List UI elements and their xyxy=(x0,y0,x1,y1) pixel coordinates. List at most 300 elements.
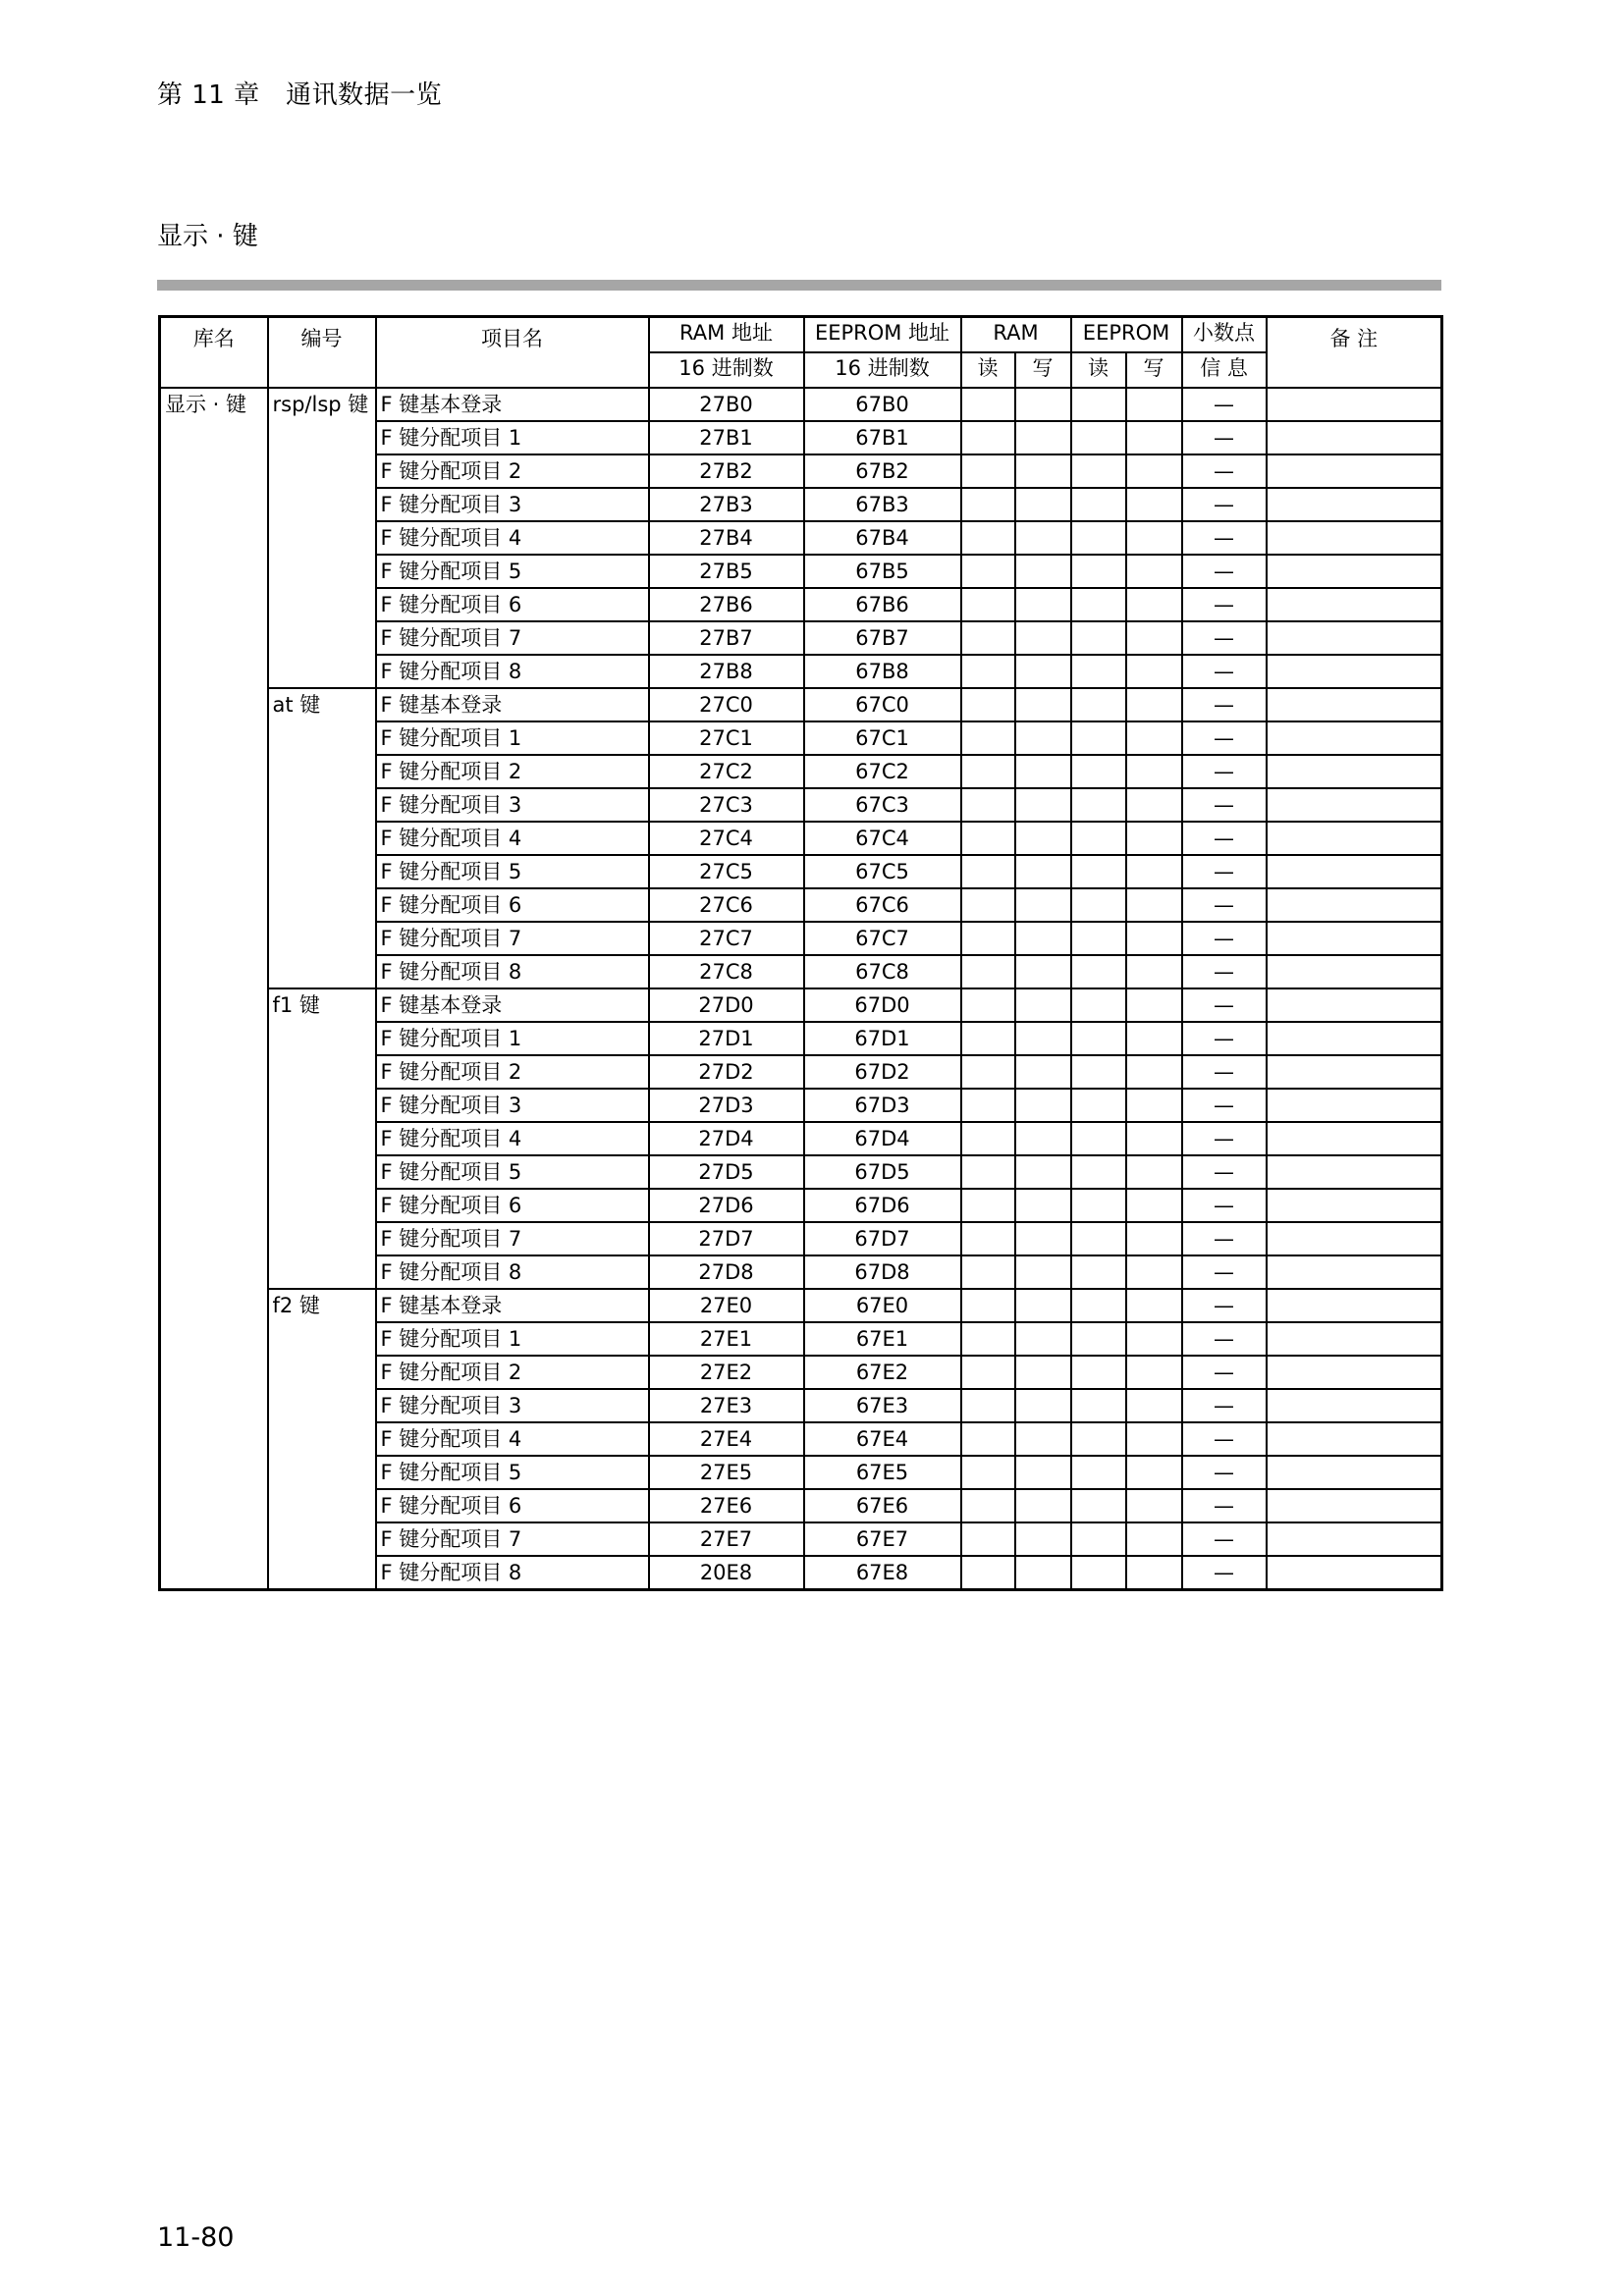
eeprom-address-cell: 67D0 xyxy=(804,988,961,1022)
decimal-info-cell: — xyxy=(1182,1189,1267,1222)
decimal-info-cell: — xyxy=(1182,955,1267,988)
ram-write-cell xyxy=(1015,1422,1071,1456)
table-row xyxy=(160,988,1442,1022)
col-header-eeprom-write: 写 xyxy=(1126,352,1182,388)
ram-read-cell xyxy=(961,454,1015,488)
decimal-info-cell: — xyxy=(1182,1456,1267,1489)
decimal-info-cell: — xyxy=(1182,421,1267,454)
eeprom-read-cell xyxy=(1071,888,1126,922)
decimal-info-cell: — xyxy=(1182,1122,1267,1155)
remarks-cell xyxy=(1267,1055,1442,1089)
ram-read-cell xyxy=(961,1422,1015,1456)
ram-write-cell xyxy=(1015,1289,1071,1322)
ram-read-cell xyxy=(961,922,1015,955)
item-name-cell: F 键分配项目 1 xyxy=(376,1022,649,1055)
ram-address-cell: 27C5 xyxy=(649,855,804,888)
ram-address-cell: 27B8 xyxy=(649,655,804,688)
ram-read-cell xyxy=(961,1155,1015,1189)
ram-read-cell xyxy=(961,421,1015,454)
col-header-ram-hex: 16 进制数 xyxy=(649,352,804,388)
remarks-cell xyxy=(1267,1255,1442,1289)
ram-write-cell xyxy=(1015,621,1071,655)
ram-address-cell: 27E2 xyxy=(649,1356,804,1389)
ram-write-cell xyxy=(1015,855,1071,888)
remarks-cell xyxy=(1267,1322,1442,1356)
ram-write-cell xyxy=(1015,822,1071,855)
remarks-cell xyxy=(1267,1356,1442,1389)
eeprom-address-cell: 67C7 xyxy=(804,922,961,955)
eeprom-read-cell xyxy=(1071,388,1126,421)
item-name-cell: F 键分配项目 4 xyxy=(376,822,649,855)
eeprom-read-cell xyxy=(1071,1556,1126,1590)
item-name-cell: F 键分配项目 4 xyxy=(376,521,649,555)
chapter-title: 第 11 章 通讯数据一览 xyxy=(157,80,443,110)
col-header-number: 编号 xyxy=(268,317,376,389)
ram-read-cell xyxy=(961,555,1015,588)
ram-address-cell: 27D2 xyxy=(649,1055,804,1089)
ram-write-cell xyxy=(1015,555,1071,588)
item-name-cell: F 键分配项目 1 xyxy=(376,421,649,454)
decimal-info-cell: — xyxy=(1182,922,1267,955)
eeprom-read-cell xyxy=(1071,688,1126,721)
eeprom-address-cell: 67B1 xyxy=(804,421,961,454)
ram-address-cell: 27D0 xyxy=(649,988,804,1022)
eeprom-address-cell: 67B0 xyxy=(804,388,961,421)
col-header-ram-access: RAM xyxy=(961,317,1071,353)
ram-address-cell: 27E5 xyxy=(649,1456,804,1489)
remarks-cell xyxy=(1267,955,1442,988)
remarks-cell xyxy=(1267,1489,1442,1522)
decimal-info-cell: — xyxy=(1182,721,1267,755)
ram-read-cell xyxy=(961,1222,1015,1255)
ram-write-cell xyxy=(1015,1022,1071,1055)
ram-read-cell xyxy=(961,721,1015,755)
eeprom-address-cell: 67D8 xyxy=(804,1255,961,1289)
eeprom-address-cell: 67E0 xyxy=(804,1289,961,1322)
eeprom-read-cell xyxy=(1071,721,1126,755)
ram-read-cell xyxy=(961,1322,1015,1356)
eeprom-write-cell xyxy=(1126,454,1182,488)
ram-write-cell xyxy=(1015,721,1071,755)
eeprom-address-cell: 67B7 xyxy=(804,621,961,655)
eeprom-write-cell xyxy=(1126,1522,1182,1556)
ram-address-cell: 27C6 xyxy=(649,888,804,922)
ram-address-cell: 27C0 xyxy=(649,688,804,721)
decimal-info-cell: — xyxy=(1182,1155,1267,1189)
decimal-info-cell: — xyxy=(1182,1289,1267,1322)
remarks-cell xyxy=(1267,888,1442,922)
decimal-info-cell: — xyxy=(1182,621,1267,655)
ram-write-cell xyxy=(1015,1389,1071,1422)
item-name-cell: F 键分配项目 6 xyxy=(376,1189,649,1222)
item-name-cell: F 键分配项目 5 xyxy=(376,855,649,888)
eeprom-write-cell xyxy=(1126,1322,1182,1356)
eeprom-write-cell xyxy=(1126,822,1182,855)
eeprom-write-cell xyxy=(1126,555,1182,588)
ram-read-cell xyxy=(961,521,1015,555)
remarks-cell xyxy=(1267,454,1442,488)
comm-data-table xyxy=(158,315,1443,1591)
ram-write-cell xyxy=(1015,1055,1071,1089)
col-header-eeprom-access: EEPROM xyxy=(1071,317,1182,353)
eeprom-write-cell xyxy=(1126,1422,1182,1456)
ram-read-cell xyxy=(961,1022,1015,1055)
col-header-decimal-info: 信 息 xyxy=(1182,352,1267,388)
decimal-info-cell: — xyxy=(1182,855,1267,888)
table-row xyxy=(160,688,1442,721)
ram-address-cell: 27D7 xyxy=(649,1222,804,1255)
eeprom-read-cell xyxy=(1071,421,1126,454)
eeprom-write-cell xyxy=(1126,788,1182,822)
ram-read-cell xyxy=(961,855,1015,888)
eeprom-read-cell xyxy=(1071,988,1126,1022)
item-name-cell: F 键分配项目 3 xyxy=(376,1389,649,1422)
eeprom-address-cell: 67B3 xyxy=(804,488,961,521)
col-header-remarks: 备 注 xyxy=(1267,317,1442,389)
ram-write-cell xyxy=(1015,1222,1071,1255)
eeprom-read-cell xyxy=(1071,1122,1126,1155)
eeprom-address-cell: 67C0 xyxy=(804,688,961,721)
ram-address-cell: 27D3 xyxy=(649,1089,804,1122)
item-name-cell: F 键基本登录 xyxy=(376,688,649,721)
decimal-info-cell: — xyxy=(1182,888,1267,922)
table-row xyxy=(160,388,1442,421)
col-header-ram-address: RAM 地址 xyxy=(649,317,804,353)
item-name-cell: F 键基本登录 xyxy=(376,1289,649,1322)
page-number: 11-80 xyxy=(157,2222,235,2253)
remarks-cell xyxy=(1267,988,1442,1022)
item-name-cell: F 键分配项目 2 xyxy=(376,755,649,788)
item-name-cell: F 键分配项目 2 xyxy=(376,454,649,488)
ram-write-cell xyxy=(1015,922,1071,955)
remarks-cell xyxy=(1267,521,1442,555)
ram-write-cell xyxy=(1015,1189,1071,1222)
eeprom-address-cell: 67D7 xyxy=(804,1222,961,1255)
eeprom-read-cell xyxy=(1071,788,1126,822)
remarks-cell xyxy=(1267,421,1442,454)
remarks-cell xyxy=(1267,621,1442,655)
ram-address-cell: 27B6 xyxy=(649,588,804,621)
item-name-cell: F 键基本登录 xyxy=(376,988,649,1022)
eeprom-address-cell: 67D4 xyxy=(804,1122,961,1155)
decimal-info-cell: — xyxy=(1182,454,1267,488)
item-name-cell: F 键分配项目 8 xyxy=(376,1255,649,1289)
col-header-eeprom-hex: 16 进制数 xyxy=(804,352,961,388)
ram-write-cell xyxy=(1015,688,1071,721)
eeprom-read-cell xyxy=(1071,1389,1126,1422)
item-name-cell: F 键分配项目 7 xyxy=(376,1522,649,1556)
item-name-cell: F 键分配项目 6 xyxy=(376,588,649,621)
item-name-cell: F 键分配项目 6 xyxy=(376,888,649,922)
ram-write-cell xyxy=(1015,788,1071,822)
eeprom-address-cell: 67D2 xyxy=(804,1055,961,1089)
eeprom-write-cell xyxy=(1126,521,1182,555)
ram-write-cell xyxy=(1015,955,1071,988)
eeprom-write-cell xyxy=(1126,955,1182,988)
eeprom-address-cell: 67C2 xyxy=(804,755,961,788)
ram-write-cell xyxy=(1015,1255,1071,1289)
eeprom-write-cell xyxy=(1126,388,1182,421)
eeprom-read-cell xyxy=(1071,1356,1126,1389)
remarks-cell xyxy=(1267,588,1442,621)
item-name-cell: F 键基本登录 xyxy=(376,388,649,421)
eeprom-read-cell xyxy=(1071,1222,1126,1255)
ram-write-cell xyxy=(1015,421,1071,454)
ram-read-cell xyxy=(961,955,1015,988)
item-name-cell: F 键分配项目 5 xyxy=(376,555,649,588)
decimal-info-cell: — xyxy=(1182,1422,1267,1456)
item-name-cell: F 键分配项目 8 xyxy=(376,1556,649,1590)
ram-address-cell: 27E4 xyxy=(649,1422,804,1456)
ram-read-cell xyxy=(961,621,1015,655)
eeprom-read-cell xyxy=(1071,755,1126,788)
decimal-info-cell: — xyxy=(1182,1222,1267,1255)
decimal-info-cell: — xyxy=(1182,788,1267,822)
eeprom-address-cell: 67D1 xyxy=(804,1022,961,1055)
col-header-eeprom-address: EEPROM 地址 xyxy=(804,317,961,353)
ram-read-cell xyxy=(961,688,1015,721)
ram-address-cell: 27B1 xyxy=(649,421,804,454)
decimal-info-cell: — xyxy=(1182,822,1267,855)
eeprom-read-cell xyxy=(1071,1289,1126,1322)
eeprom-read-cell xyxy=(1071,855,1126,888)
eeprom-address-cell: 67E3 xyxy=(804,1389,961,1422)
remarks-cell xyxy=(1267,1422,1442,1456)
ram-address-cell: 27B3 xyxy=(649,488,804,521)
eeprom-read-cell xyxy=(1071,588,1126,621)
ram-read-cell xyxy=(961,1489,1015,1522)
ram-read-cell xyxy=(961,1055,1015,1089)
ram-address-cell: 27B5 xyxy=(649,555,804,588)
eeprom-address-cell: 67D5 xyxy=(804,1155,961,1189)
ram-write-cell xyxy=(1015,1089,1071,1122)
ram-write-cell xyxy=(1015,1356,1071,1389)
eeprom-read-cell xyxy=(1071,454,1126,488)
col-header-ram-read: 读 xyxy=(961,352,1015,388)
item-name-cell: F 键分配项目 5 xyxy=(376,1155,649,1189)
ram-read-cell xyxy=(961,1289,1015,1322)
ram-write-cell xyxy=(1015,655,1071,688)
eeprom-read-cell xyxy=(1071,1255,1126,1289)
eeprom-address-cell: 67E2 xyxy=(804,1356,961,1389)
eeprom-write-cell xyxy=(1126,1022,1182,1055)
ram-address-cell: 20E8 xyxy=(649,1556,804,1590)
ram-read-cell xyxy=(961,1189,1015,1222)
eeprom-write-cell xyxy=(1126,888,1182,922)
eeprom-address-cell: 67E8 xyxy=(804,1556,961,1590)
ram-address-cell: 27C4 xyxy=(649,822,804,855)
ram-write-cell xyxy=(1015,1155,1071,1189)
ram-read-cell xyxy=(961,1356,1015,1389)
remarks-cell xyxy=(1267,388,1442,421)
ram-write-cell xyxy=(1015,988,1071,1022)
eeprom-write-cell xyxy=(1126,621,1182,655)
eeprom-address-cell: 67C1 xyxy=(804,721,961,755)
eeprom-write-cell xyxy=(1126,1222,1182,1255)
ram-address-cell: 27B4 xyxy=(649,521,804,555)
eeprom-address-cell: 67B2 xyxy=(804,454,961,488)
remarks-cell xyxy=(1267,755,1442,788)
ram-write-cell xyxy=(1015,1556,1071,1590)
ram-address-cell: 27D5 xyxy=(649,1155,804,1189)
ram-address-cell: 27E7 xyxy=(649,1522,804,1556)
ram-address-cell: 27B7 xyxy=(649,621,804,655)
eeprom-read-cell xyxy=(1071,1022,1126,1055)
eeprom-address-cell: 67D3 xyxy=(804,1089,961,1122)
ram-address-cell: 27C1 xyxy=(649,721,804,755)
ram-read-cell xyxy=(961,788,1015,822)
decimal-info-cell: — xyxy=(1182,521,1267,555)
decimal-info-cell: — xyxy=(1182,688,1267,721)
item-name-cell: F 键分配项目 5 xyxy=(376,1456,649,1489)
remarks-cell xyxy=(1267,1222,1442,1255)
group-name-cell: at 键 xyxy=(268,688,376,988)
eeprom-read-cell xyxy=(1071,1322,1126,1356)
ram-address-cell: 27C2 xyxy=(649,755,804,788)
remarks-cell xyxy=(1267,688,1442,721)
remarks-cell xyxy=(1267,1155,1442,1189)
ram-address-cell: 27C3 xyxy=(649,788,804,822)
decimal-info-cell: — xyxy=(1182,988,1267,1022)
remarks-cell xyxy=(1267,1556,1442,1590)
col-header-ram-write: 写 xyxy=(1015,352,1071,388)
library-name-cell: 显示 · 键 xyxy=(160,388,268,1590)
item-name-cell: F 键分配项目 4 xyxy=(376,1122,649,1155)
item-name-cell: F 键分配项目 4 xyxy=(376,1422,649,1456)
ram-address-cell: 27C8 xyxy=(649,955,804,988)
eeprom-address-cell: 67C5 xyxy=(804,855,961,888)
decimal-info-cell: — xyxy=(1182,1389,1267,1422)
ram-address-cell: 27D8 xyxy=(649,1255,804,1289)
eeprom-read-cell xyxy=(1071,555,1126,588)
eeprom-write-cell xyxy=(1126,1356,1182,1389)
remarks-cell xyxy=(1267,1089,1442,1122)
col-header-eeprom-read: 读 xyxy=(1071,352,1126,388)
eeprom-write-cell xyxy=(1126,988,1182,1022)
decimal-info-cell: — xyxy=(1182,655,1267,688)
eeprom-write-cell xyxy=(1126,588,1182,621)
eeprom-address-cell: 67E1 xyxy=(804,1322,961,1356)
remarks-cell xyxy=(1267,1122,1442,1155)
ram-read-cell xyxy=(961,655,1015,688)
eeprom-write-cell xyxy=(1126,488,1182,521)
remarks-cell xyxy=(1267,1289,1442,1322)
item-name-cell: F 键分配项目 7 xyxy=(376,1222,649,1255)
decimal-info-cell: — xyxy=(1182,1055,1267,1089)
item-name-cell: F 键分配项目 7 xyxy=(376,621,649,655)
remarks-cell xyxy=(1267,1522,1442,1556)
eeprom-read-cell xyxy=(1071,1055,1126,1089)
ram-read-cell xyxy=(961,988,1015,1022)
ram-read-cell xyxy=(961,1089,1015,1122)
eeprom-write-cell xyxy=(1126,1389,1182,1422)
group-name-cell: rsp/lsp 键 xyxy=(268,388,376,688)
ram-read-cell xyxy=(961,888,1015,922)
ram-read-cell xyxy=(961,488,1015,521)
ram-address-cell: 27D6 xyxy=(649,1189,804,1222)
eeprom-read-cell xyxy=(1071,1089,1126,1122)
remarks-cell xyxy=(1267,855,1442,888)
remarks-cell xyxy=(1267,488,1442,521)
ram-address-cell: 27B0 xyxy=(649,388,804,421)
table-row xyxy=(160,1289,1442,1322)
eeprom-read-cell xyxy=(1071,621,1126,655)
item-name-cell: F 键分配项目 6 xyxy=(376,1489,649,1522)
ram-write-cell xyxy=(1015,488,1071,521)
item-name-cell: F 键分配项目 2 xyxy=(376,1356,649,1389)
eeprom-read-cell xyxy=(1071,655,1126,688)
eeprom-read-cell xyxy=(1071,1456,1126,1489)
ram-write-cell xyxy=(1015,454,1071,488)
ram-write-cell xyxy=(1015,1522,1071,1556)
ram-write-cell xyxy=(1015,1322,1071,1356)
item-name-cell: F 键分配项目 1 xyxy=(376,1322,649,1356)
eeprom-write-cell xyxy=(1126,755,1182,788)
ram-read-cell xyxy=(961,1122,1015,1155)
eeprom-read-cell xyxy=(1071,955,1126,988)
ram-read-cell xyxy=(961,1522,1015,1556)
remarks-cell xyxy=(1267,1022,1442,1055)
decimal-info-cell: — xyxy=(1182,755,1267,788)
ram-read-cell xyxy=(961,755,1015,788)
decimal-info-cell: — xyxy=(1182,588,1267,621)
ram-address-cell: 27E0 xyxy=(649,1289,804,1322)
item-name-cell: F 键分配项目 1 xyxy=(376,721,649,755)
ram-address-cell: 27E3 xyxy=(649,1389,804,1422)
item-name-cell: F 键分配项目 3 xyxy=(376,788,649,822)
eeprom-address-cell: 67B4 xyxy=(804,521,961,555)
ram-address-cell: 27E1 xyxy=(649,1322,804,1356)
ram-read-cell xyxy=(961,1389,1015,1422)
ram-write-cell xyxy=(1015,521,1071,555)
header-row-1 xyxy=(160,317,1442,353)
eeprom-write-cell xyxy=(1126,1456,1182,1489)
decimal-info-cell: — xyxy=(1182,488,1267,521)
eeprom-read-cell xyxy=(1071,822,1126,855)
remarks-cell xyxy=(1267,555,1442,588)
ram-address-cell: 27C7 xyxy=(649,922,804,955)
section-divider xyxy=(157,280,1441,291)
decimal-info-cell: — xyxy=(1182,388,1267,421)
ram-write-cell xyxy=(1015,588,1071,621)
eeprom-write-cell xyxy=(1126,1055,1182,1089)
col-header-item: 项目名 xyxy=(376,317,649,389)
eeprom-write-cell xyxy=(1126,1155,1182,1189)
eeprom-read-cell xyxy=(1071,1422,1126,1456)
eeprom-address-cell: 67C8 xyxy=(804,955,961,988)
decimal-info-cell: — xyxy=(1182,1522,1267,1556)
remarks-cell xyxy=(1267,922,1442,955)
section-title: 显示 · 键 xyxy=(157,222,258,251)
eeprom-address-cell: 67C4 xyxy=(804,822,961,855)
eeprom-write-cell xyxy=(1126,721,1182,755)
eeprom-write-cell xyxy=(1126,855,1182,888)
eeprom-address-cell: 67E4 xyxy=(804,1422,961,1456)
ram-address-cell: 27B2 xyxy=(649,454,804,488)
ram-read-cell xyxy=(961,388,1015,421)
eeprom-write-cell xyxy=(1126,1122,1182,1155)
eeprom-address-cell: 67B5 xyxy=(804,555,961,588)
decimal-info-cell: — xyxy=(1182,1556,1267,1590)
decimal-info-cell: — xyxy=(1182,1322,1267,1356)
eeprom-write-cell xyxy=(1126,1255,1182,1289)
eeprom-write-cell xyxy=(1126,421,1182,454)
eeprom-address-cell: 67C3 xyxy=(804,788,961,822)
eeprom-write-cell xyxy=(1126,922,1182,955)
ram-write-cell xyxy=(1015,1489,1071,1522)
eeprom-write-cell xyxy=(1126,1556,1182,1590)
ram-address-cell: 27D4 xyxy=(649,1122,804,1155)
